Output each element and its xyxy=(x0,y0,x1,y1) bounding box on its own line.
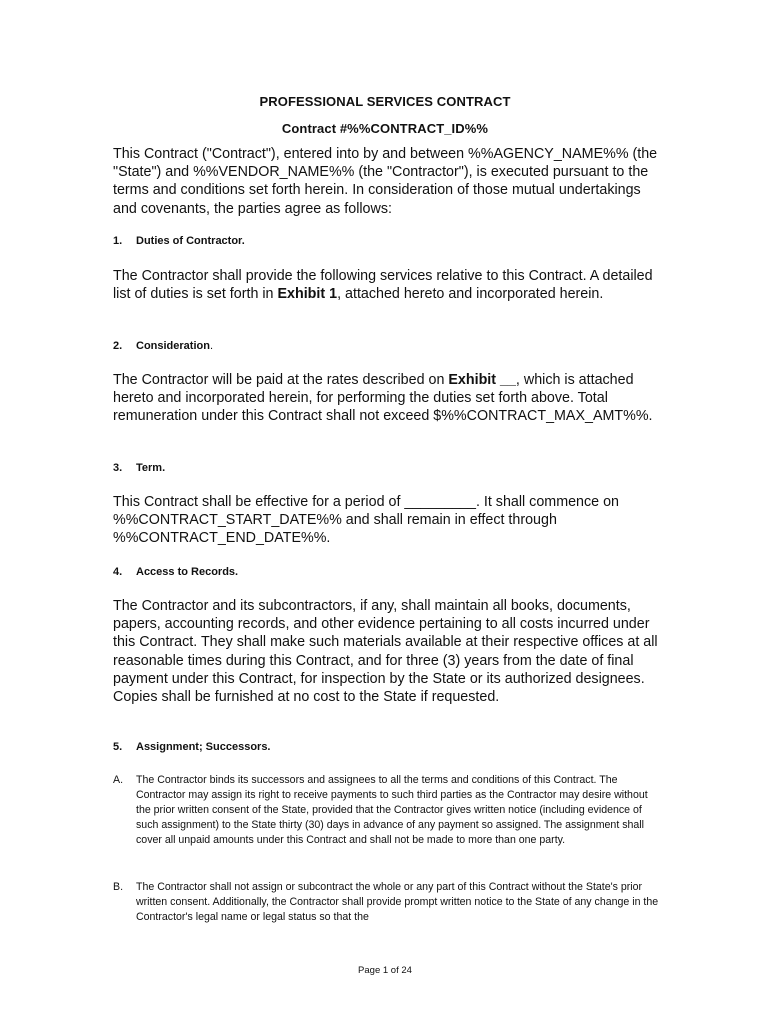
section-heading-text: Consideration xyxy=(136,340,210,352)
section-heading-text: Term. xyxy=(136,462,166,474)
section-number: 1. xyxy=(113,235,123,247)
intro-paragraph: This Contract ("Contract"), entered into by and between %%AGENCY_NAME%% (the "State") and %%VENDOR_NAME%% (the "Contractor"), is executed pursuant to the terms and conditions set forth herein. In consideration of those mutual undertakings and covenants, the parties agree as follows: xyxy=(113,146,658,217)
section-5-heading xyxy=(113,741,271,753)
section-1-heading xyxy=(113,235,245,247)
section-2-heading xyxy=(113,340,213,352)
section-heading-text: Assignment; Successors. xyxy=(136,741,271,753)
item-text: The Contractor shall not assign or subcontract the whole or any part of this Contract without the State's prior written consent. Additionally, the Contractor shall provide prompt written notice to the State of any change in the Contractor's legal name or legal status so that the xyxy=(136,881,659,923)
item-text: The Contractor binds its successors and assignees to all the terms and conditions of this Contract. The Contractor may assign its right to receive payments to such third parties as the Contractor may desire without the prior written consent of the State, provided that the Contractor gives written notice (including evidence of such assignment) to the State thirty (30) days in advance of any payment so assigned. The assignment shall cover all unpaid amounts under this Contract and shall not be made to more than one party. xyxy=(136,774,648,846)
section-5-item-a xyxy=(113,773,663,848)
item-letter: A. xyxy=(113,774,124,786)
section-number: 2. xyxy=(113,340,123,352)
section-2-body xyxy=(113,371,658,426)
item-letter: B. xyxy=(113,881,124,893)
section-5-item-b xyxy=(113,880,663,925)
document-title: PROFESSIONAL SERVICES CONTRACT xyxy=(259,94,511,109)
section-number: 4. xyxy=(113,566,123,578)
section-heading-text: Duties of Contractor. xyxy=(136,235,245,247)
exhibit-reference: Exhibit __ xyxy=(448,372,516,388)
section-number: 5. xyxy=(113,741,123,753)
contract-number: Contract #%%CONTRACT_ID%% xyxy=(281,121,489,136)
body-text: The Contractor shall provide the following services relative to this Contract. A detailed list of duties is set forth in xyxy=(113,268,653,303)
section-heading-text: Access to Records. xyxy=(136,566,239,578)
body-text: , which is attached hereto and incorporated herein, for performing the duties set forth above. Total remuneration under this Contract shall not exceed $%%CONTRACT_MAX_AMT%%. xyxy=(113,372,653,425)
section-heading-suffix: . xyxy=(209,340,214,352)
section-3-body: This Contract shall be effective for a period of _________. It shall commence on %%CONTRACT_START_DATE%% and shall remain in effect through %%CONTRACT_END_DATE%%. xyxy=(113,494,619,547)
section-number: 3. xyxy=(113,462,123,474)
exhibit-reference: Exhibit 1 xyxy=(277,286,338,303)
body-text: , attached hereto and incorporated herein. xyxy=(337,286,604,303)
section-1-body xyxy=(113,267,658,303)
section-3-heading xyxy=(113,462,165,474)
section-4-heading xyxy=(113,566,238,578)
section-4-body: The Contractor and its subcontractors, if any, shall maintain all books, documents, papers, accounting records, and other evidence pertaining to all costs incurred under this Contract. They shall make such materials available at their respective offices at all reasonable times during this Contract, and for three (3) years from the date of final payment under this Contract, for inspection by the State or its authorized designees. Copies shall be furnished at no cost to the State if requested. xyxy=(113,598,658,706)
body-text: The Contractor will be paid at the rates described on xyxy=(113,372,449,388)
page-number: Page 1 of 24 xyxy=(358,965,412,976)
